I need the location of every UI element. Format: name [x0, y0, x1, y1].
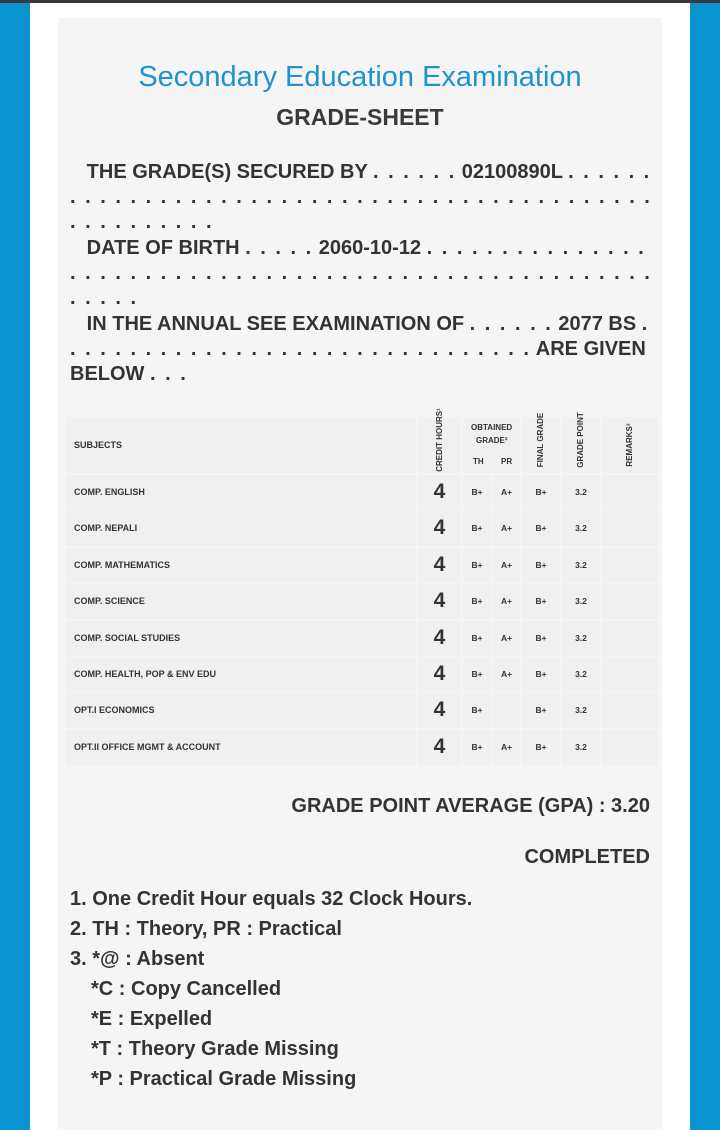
note-2: 2. TH : Theory, PR : Practical	[70, 918, 342, 940]
grade-sheet-title: GRADE-SHEET	[276, 104, 444, 130]
cell-subject	[66, 693, 416, 728]
cell-pr	[493, 657, 520, 692]
cell-credit	[418, 511, 461, 546]
cell-credit	[418, 657, 461, 692]
cell-th	[463, 475, 491, 510]
exam-label: IN THE ANNUAL SEE EXAMINATION OF	[86, 313, 465, 335]
dots: . . . . . . . . . . . . . . . . . . . . . . . . . . . . . . . . . . . . . . . . . . . . . . . . . . . . . . . . . . .	[70, 237, 652, 309]
cell-th	[463, 511, 491, 546]
cell-pr	[493, 693, 520, 728]
pr-value: A+	[500, 487, 513, 497]
exam-line	[70, 312, 652, 387]
final-value: B+	[535, 669, 547, 679]
header-cell-subjects	[66, 417, 416, 473]
th-value: B+	[471, 487, 483, 497]
table-row	[66, 548, 658, 583]
cell-subject	[66, 475, 416, 510]
dots: . . . . . .	[469, 313, 553, 335]
note-5: *E : Expelled	[91, 1008, 213, 1030]
final-value: B+	[535, 596, 547, 607]
pr-value: A+	[500, 741, 513, 752]
cell-credit	[418, 693, 461, 728]
th-value: B+	[471, 559, 483, 570]
cell-subject	[66, 730, 416, 765]
cell-final	[522, 730, 560, 765]
dob-value: 2060-10-12	[318, 237, 422, 259]
credit-value: 4	[433, 480, 446, 503]
header-cell-gp	[562, 412, 600, 473]
gp-value: 3.2	[575, 741, 587, 752]
cell-final	[522, 548, 560, 583]
cell-subject	[66, 548, 416, 583]
exam-year: 2077 BS	[558, 313, 637, 335]
secured-by-label: THE GRADE(S) SECURED BY	[86, 161, 368, 183]
subject-value: COMP. SOCIAL STUDIES	[74, 632, 181, 643]
cell-remarks	[602, 730, 658, 765]
header-cell-remarks	[602, 417, 658, 473]
final-value: B+	[535, 705, 547, 716]
header-grade-point: GRADE POINT	[576, 412, 585, 468]
subject-value: COMP. NEPALI	[74, 523, 138, 534]
gp-value: 3.2	[575, 487, 587, 497]
cell-gp	[562, 511, 600, 546]
th-value: B+	[471, 741, 483, 752]
notes	[70, 884, 472, 1094]
cell-remarks	[602, 657, 658, 692]
credit-value: 4	[433, 516, 446, 540]
table-row	[66, 475, 658, 510]
th-value: B+	[471, 523, 483, 534]
cell-pr	[493, 548, 520, 583]
cell-remarks	[602, 511, 658, 546]
final-value: B+	[535, 559, 547, 570]
header-obtained-grade: OBTAINED	[471, 423, 513, 432]
header-cell-credit	[418, 408, 461, 473]
subject-value: COMP. SCIENCE	[74, 596, 145, 607]
cell-gp	[562, 475, 600, 510]
cell-remarks	[602, 621, 658, 656]
cell-credit	[418, 730, 461, 765]
final-value: B+	[535, 632, 547, 643]
final-value: B+	[535, 741, 547, 752]
gp-value: 3.2	[575, 559, 587, 570]
dots: . . . . . . . . . . . . . . . . . . . . . . . . . . . . . . . . . . . . . . . . . . . . . . . . . . . . . . .	[70, 161, 652, 233]
credit-value: 4	[433, 552, 446, 576]
cell-final	[522, 693, 560, 728]
table-row	[66, 693, 658, 728]
th-value: B+	[471, 705, 483, 716]
header-credit-hours: CREDIT HOURS¹	[435, 408, 444, 472]
gp-value: 3.2	[575, 596, 587, 607]
secured-by-line	[70, 160, 652, 235]
header-cell-obtained	[463, 417, 520, 473]
credit-value: 4	[433, 589, 446, 613]
table-row	[66, 621, 658, 656]
table-row	[66, 730, 658, 765]
cell-subject	[66, 584, 416, 619]
cell-pr	[493, 621, 520, 656]
dob-label: DATE OF BIRTH	[86, 237, 240, 259]
note-4: *C : Copy Cancelled	[91, 978, 282, 1000]
credit-value: 4	[433, 625, 446, 649]
subject-value: OPT.I ECONOMICS	[74, 705, 155, 716]
pr-value: A+	[500, 669, 513, 679]
cell-th	[463, 548, 491, 583]
dots: . . .	[150, 363, 188, 385]
cell-credit	[418, 548, 461, 583]
dots: . . . . .	[245, 237, 314, 259]
gpa: GRADE POINT AVERAGE (GPA) : 3.20	[291, 795, 650, 817]
status: COMPLETED	[524, 846, 650, 868]
table-row	[66, 511, 658, 546]
header-pr: PR	[501, 457, 513, 466]
cell-credit	[418, 621, 461, 656]
header-th: TH	[473, 457, 484, 466]
subject-value: COMP. ENGLISH	[74, 487, 145, 497]
cell-final	[522, 584, 560, 619]
gp-value: 3.2	[575, 523, 587, 534]
pr-value: A+	[500, 632, 513, 643]
cell-gp	[562, 657, 600, 692]
table-header-row	[66, 408, 658, 473]
cell-subject	[66, 657, 416, 692]
cell-remarks	[602, 475, 658, 510]
exam-title: Secondary Education Examination	[138, 61, 582, 93]
credit-value: 4	[433, 734, 446, 758]
table-row	[66, 657, 658, 692]
cell-gp	[562, 621, 600, 656]
header-cell-final	[522, 412, 560, 473]
subject-value: COMP. HEALTH, POP & ENV EDU	[74, 669, 217, 679]
cell-th	[463, 657, 491, 692]
cell-gp	[562, 584, 600, 619]
cell-subject	[66, 621, 416, 656]
cell-final	[522, 511, 560, 546]
cell-th	[463, 693, 491, 728]
subject-value: OPT.II OFFICE MGMT & ACCOUNT	[74, 741, 221, 752]
header-subjects: SUBJECTS	[74, 440, 123, 450]
final-value: B+	[535, 523, 547, 534]
cell-remarks	[602, 693, 658, 728]
dob-line	[70, 236, 652, 311]
cell-pr	[493, 475, 520, 510]
gp-value: 3.2	[575, 705, 587, 716]
dots: . . . . . . . . . . . . . . . . . . . . . . . . . . . . . . . .	[70, 313, 650, 360]
note-6: *T : Theory Grade Missing	[91, 1038, 339, 1060]
cell-pr	[493, 730, 520, 765]
th-value: B+	[471, 632, 483, 643]
th-value: B+	[471, 596, 483, 607]
cell-subject	[66, 511, 416, 546]
pr-value: A+	[500, 559, 513, 570]
credit-value: 4	[433, 698, 446, 722]
cell-th	[463, 584, 491, 619]
cell-pr	[493, 511, 520, 546]
cell-final	[522, 475, 560, 510]
header-final-grade: FINAL GRADE	[536, 412, 545, 468]
cell-credit	[418, 475, 461, 510]
symbol-number: 02100890L	[461, 161, 563, 183]
cell-final	[522, 657, 560, 692]
header-obtained-grade-2: GRADE²	[476, 436, 508, 445]
cell-pr	[493, 584, 520, 619]
cell-final	[522, 621, 560, 656]
cell-th	[463, 730, 491, 765]
cell-credit	[418, 584, 461, 619]
note-3: 3. *@ : Absent	[70, 948, 205, 970]
pr-value: A+	[500, 523, 513, 534]
cell-gp	[562, 548, 600, 583]
note-7: *P : Practical Grade Missing	[91, 1068, 357, 1090]
cell-gp	[562, 730, 600, 765]
th-value: B+	[471, 669, 483, 679]
gp-value: 3.2	[575, 669, 587, 679]
cell-gp	[562, 693, 600, 728]
final-value: B+	[535, 487, 547, 497]
note-1: 1. One Credit Hour equals 32 Clock Hours.	[70, 888, 473, 910]
gp-value: 3.2	[575, 632, 587, 643]
cell-th	[463, 621, 491, 656]
subject-value: COMP. MATHEMATICS	[74, 559, 170, 570]
pr-value: A+	[500, 596, 513, 607]
given-below-text: ARE GIVEN BELOW	[70, 338, 646, 385]
header-remarks: REMARKS³	[625, 423, 634, 467]
cell-remarks	[602, 584, 658, 619]
dots: . . . . . .	[373, 161, 457, 183]
credit-value: 4	[433, 662, 446, 685]
cell-remarks	[602, 548, 658, 583]
table-row	[66, 584, 658, 619]
